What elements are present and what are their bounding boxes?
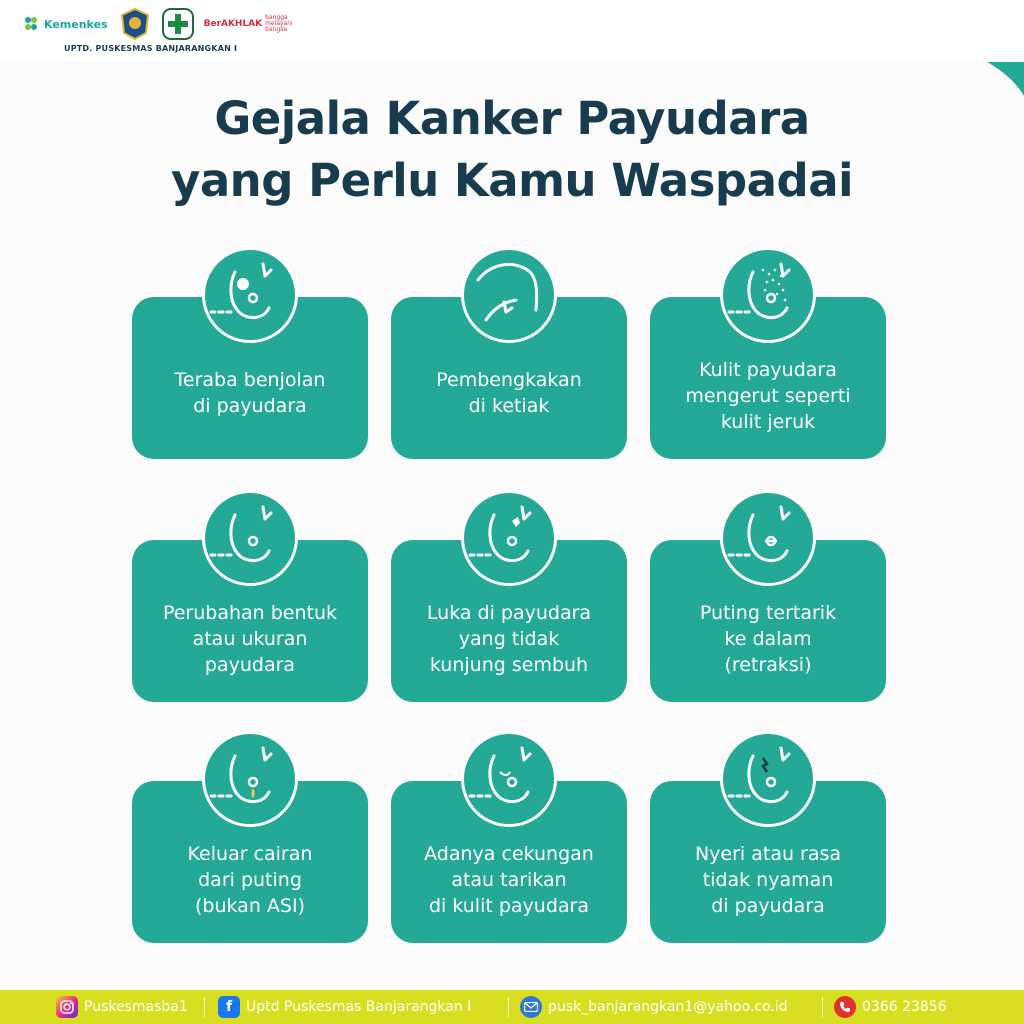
symptom-label-line: payudara bbox=[204, 654, 296, 676]
footer-divider bbox=[508, 997, 509, 1017]
symptom-label-line: tidak nyaman bbox=[702, 869, 834, 891]
footer-divider bbox=[822, 997, 823, 1017]
breast-lump-icon bbox=[202, 247, 298, 343]
kemenkes-label: Kemenkes bbox=[44, 17, 108, 31]
symptom-label-line: di ketiak bbox=[468, 395, 550, 417]
footer-facebook[interactable] bbox=[218, 996, 471, 1018]
symptom-label-line: atau tarikan bbox=[451, 869, 567, 891]
symptom-label bbox=[132, 367, 368, 419]
symptom-label-line: Keluar cairan bbox=[187, 843, 313, 865]
symptom-label bbox=[391, 600, 627, 678]
symptom-label-line: (bukan ASI) bbox=[195, 895, 305, 917]
symptom-label-line: dari puting bbox=[198, 869, 302, 891]
symptom-label bbox=[391, 367, 627, 419]
facebook-page: Uptd Puskesmas Banjarangkan I bbox=[246, 999, 472, 1015]
footer bbox=[0, 990, 1024, 1024]
symptom-label-line: di kulit payudara bbox=[428, 895, 590, 917]
symptom-label-line: Pembengkakan bbox=[436, 369, 582, 391]
symptom-card bbox=[132, 781, 368, 943]
symptom-label bbox=[132, 841, 368, 919]
symptom-label-line: kulit jeruk bbox=[720, 411, 816, 433]
symptom-label-line: Adanya cekungan bbox=[424, 843, 594, 865]
kemenkes-logo bbox=[22, 15, 108, 33]
symptom-label-line: Puting tertarik bbox=[699, 602, 837, 624]
berakhlak-logo bbox=[204, 15, 304, 33]
kemenkes-icon bbox=[22, 15, 40, 33]
symptom-card bbox=[391, 540, 627, 702]
symptom-card bbox=[650, 540, 886, 702]
symptom-label-line: (retraksi) bbox=[724, 654, 812, 676]
page-title bbox=[0, 88, 1024, 212]
footer-instagram[interactable] bbox=[56, 996, 188, 1018]
title-line-2: yang Perlu Kamu Waspadai bbox=[170, 154, 854, 207]
footer-phone[interactable] bbox=[834, 996, 947, 1018]
symptom-label-line: Perubahan bentuk bbox=[162, 602, 338, 624]
symptom-label bbox=[132, 600, 368, 678]
nipple-retraction-icon bbox=[720, 490, 816, 586]
symptom-label-line: Luka di payudara bbox=[426, 602, 592, 624]
phone-number: 0366 23856 bbox=[862, 999, 947, 1015]
symptom-card bbox=[391, 297, 627, 459]
footer-email[interactable] bbox=[520, 996, 788, 1018]
symptom-card bbox=[132, 297, 368, 459]
armpit-swelling-icon bbox=[461, 247, 557, 343]
puskesmas-cross-icon bbox=[162, 8, 194, 40]
symptom-label-line: Nyeri atau rasa bbox=[694, 843, 842, 865]
footer-divider bbox=[204, 997, 205, 1017]
breast-pain-icon bbox=[720, 731, 816, 827]
berakhlak-tagline: bangga melayani bangsa bbox=[265, 14, 293, 33]
symptom-label bbox=[650, 600, 886, 678]
symptom-label bbox=[650, 841, 886, 919]
symptom-card bbox=[132, 540, 368, 702]
symptom-label-line: di payudara bbox=[711, 895, 825, 917]
symptom-label-line: ke dalam bbox=[724, 628, 812, 650]
org-name: UPTD. PUSKESMAS BANJARANGKAN I bbox=[64, 44, 238, 53]
symptom-label-line: kunjung sembuh bbox=[429, 654, 589, 676]
regency-emblem-icon bbox=[118, 7, 152, 41]
email-icon bbox=[520, 996, 542, 1018]
facebook-icon: f bbox=[218, 996, 240, 1018]
breast-wound-icon bbox=[461, 490, 557, 586]
instagram-icon bbox=[56, 996, 78, 1018]
symptom-label-line: Teraba benjolan bbox=[174, 369, 326, 391]
symptom-label bbox=[650, 357, 886, 435]
title-line-1: Gejala Kanker Payudara bbox=[214, 92, 810, 145]
header bbox=[0, 0, 1024, 62]
email-address: pusk_banjarangkan1@yahoo.co.id bbox=[548, 999, 788, 1015]
symptom-card bbox=[650, 297, 886, 459]
symptom-label-line: Kulit payudara bbox=[699, 359, 837, 381]
nipple-discharge-icon bbox=[202, 731, 298, 827]
instagram-handle: Puskesmasba1 bbox=[84, 999, 188, 1015]
symptom-label-line: mengerut seperti bbox=[685, 385, 851, 407]
symptom-label-line: atau ukuran bbox=[192, 628, 308, 650]
orange-peel-skin-icon bbox=[720, 247, 816, 343]
symptom-card bbox=[391, 781, 627, 943]
phone-icon bbox=[834, 996, 856, 1018]
breast-shape-change-icon bbox=[202, 490, 298, 586]
symptom-label-line: di payudara bbox=[193, 395, 307, 417]
berakhlak-label: BerAKHLAK bbox=[203, 19, 263, 29]
symptom-card bbox=[650, 781, 886, 943]
logo-row bbox=[22, 6, 303, 42]
skin-dimple-icon bbox=[461, 731, 557, 827]
symptom-label bbox=[391, 841, 627, 919]
symptom-label-line: yang tidak bbox=[458, 628, 560, 650]
